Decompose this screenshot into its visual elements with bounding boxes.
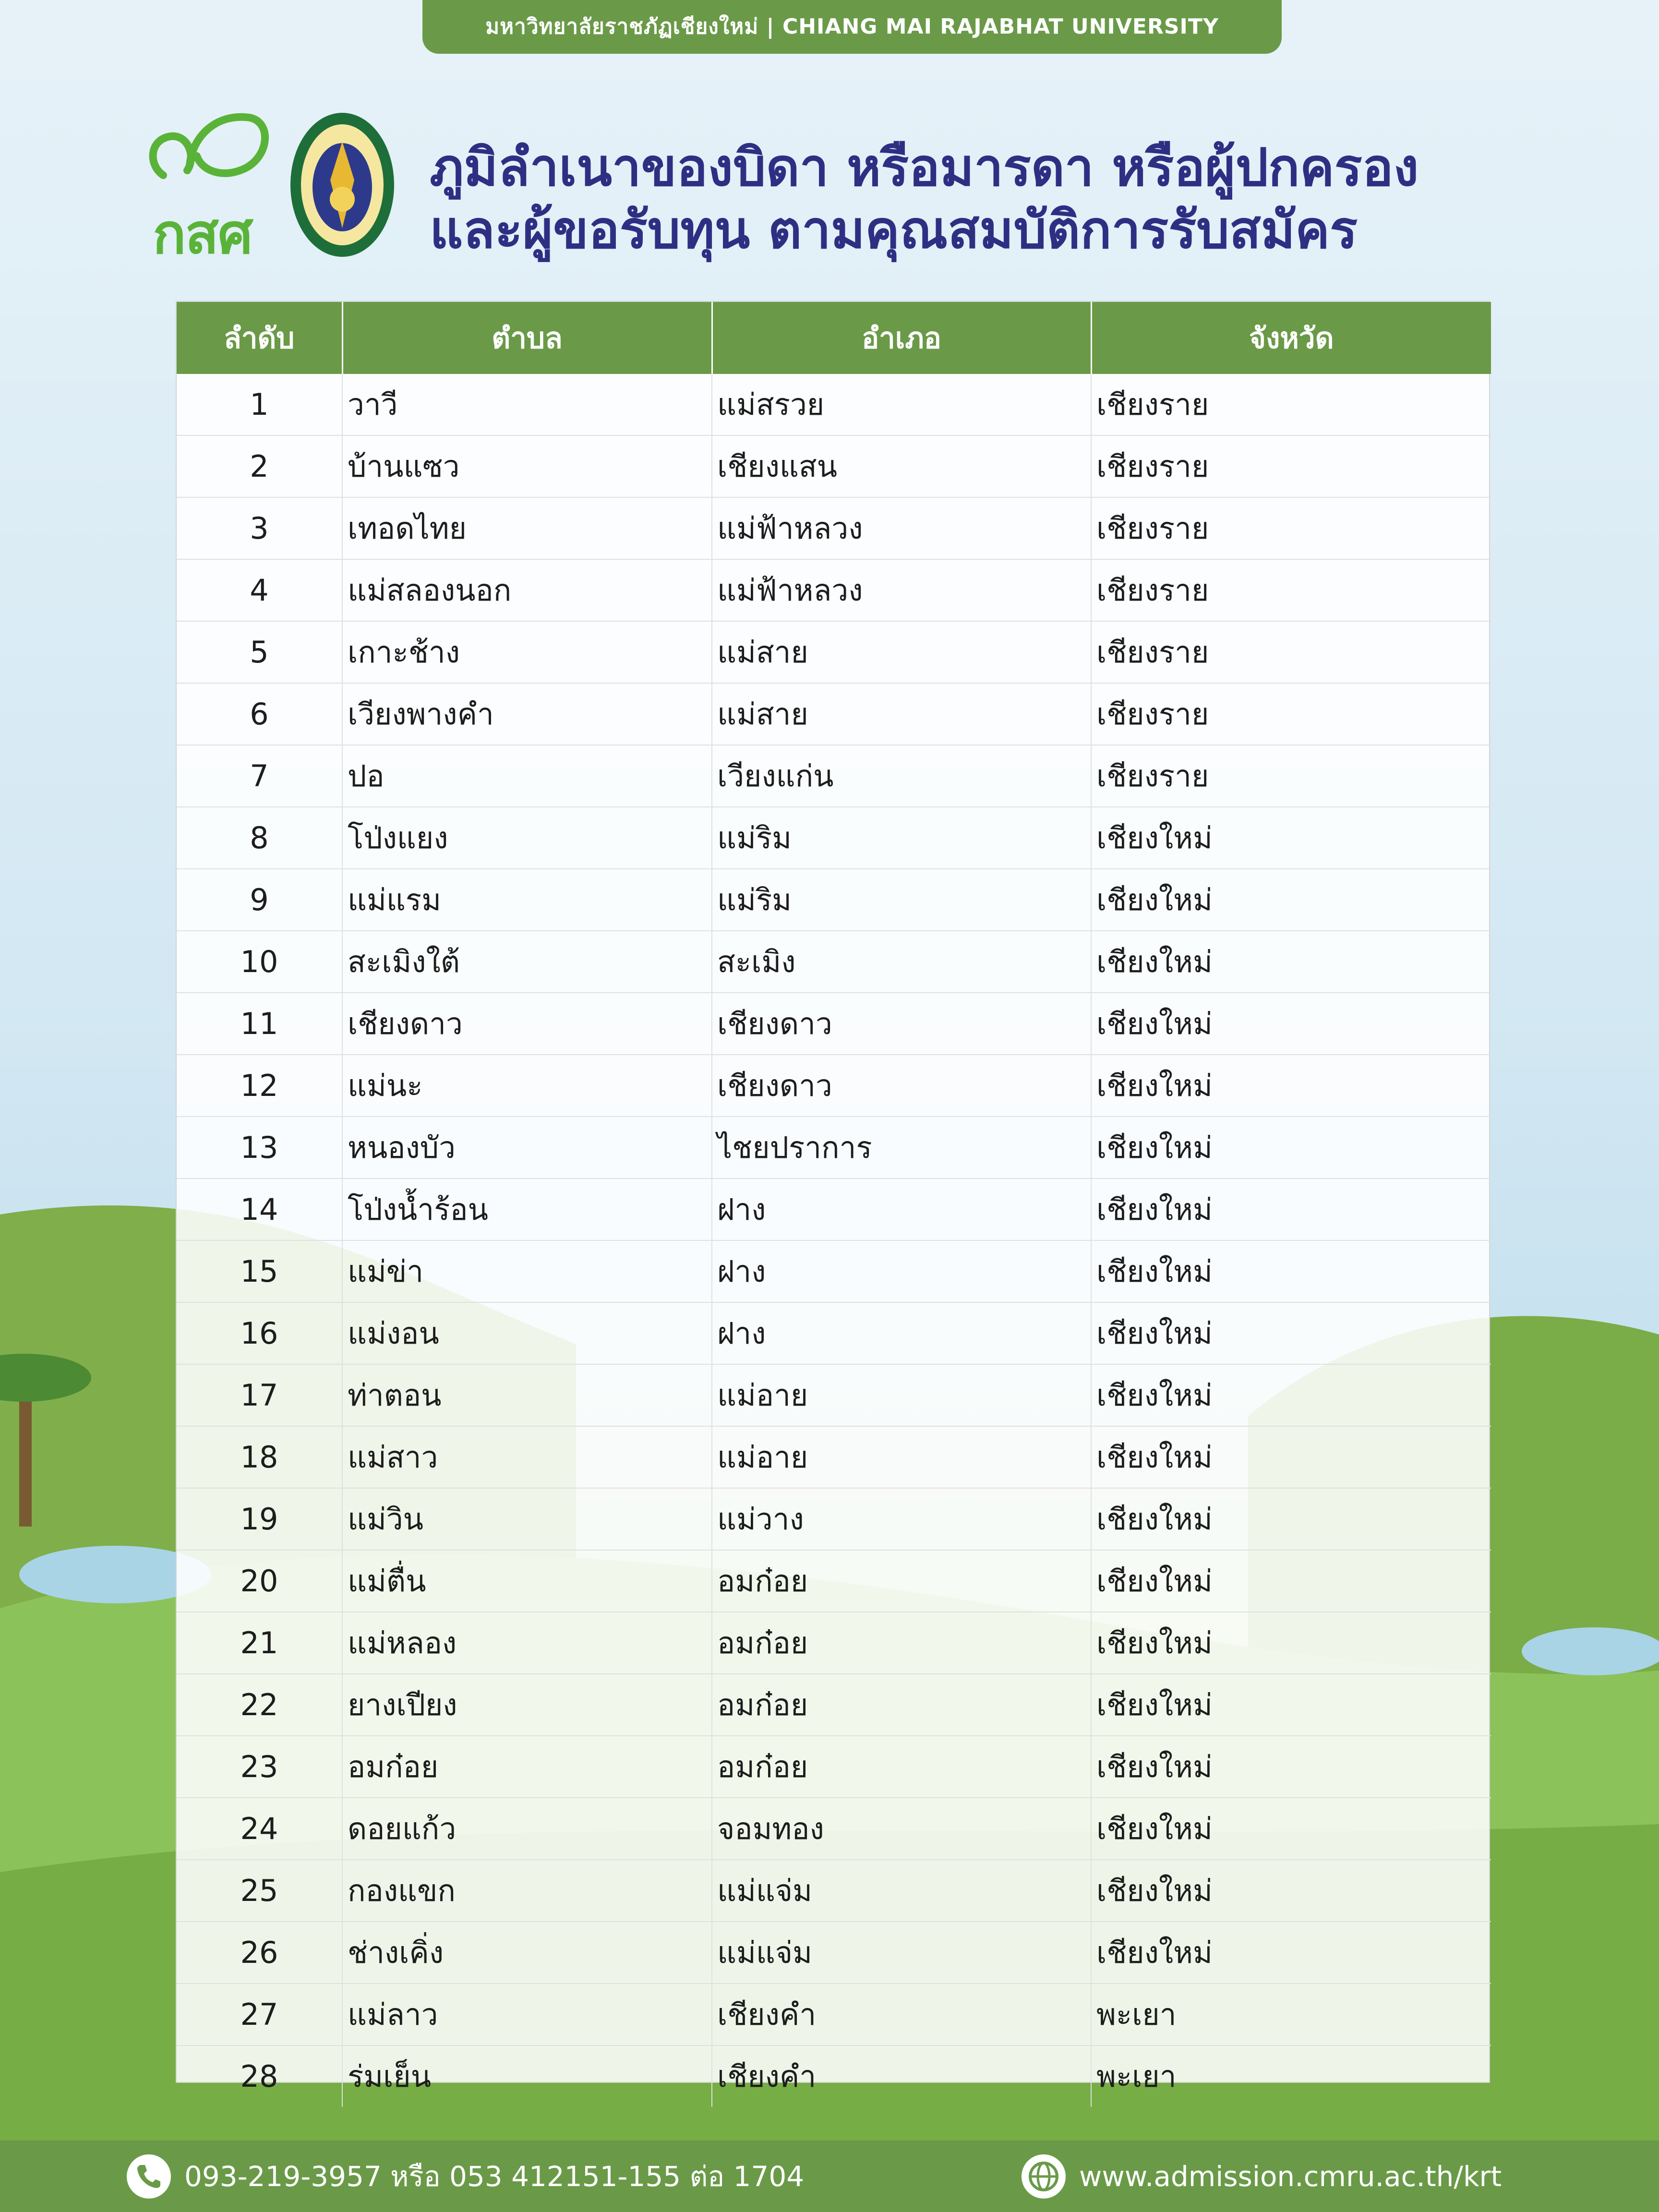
column-header-subdistrict: ตำบล (342, 302, 712, 374)
cell-order: 17 (177, 1364, 342, 1426)
cell-subdistrict: ยางเปียง (342, 1674, 712, 1736)
cell-subdistrict: หนองบัว (342, 1117, 712, 1178)
table-row (177, 1612, 1491, 1674)
phone-icon (126, 2153, 172, 2200)
cell-province: เชียงใหม่ (1091, 1117, 1491, 1178)
cell-district: แม่ริม (712, 807, 1091, 869)
cell-subdistrict: อมก๋อย (342, 1736, 712, 1798)
cell-district: เชียงดาว (712, 993, 1091, 1055)
cell-subdistrict: แม่ตื่น (342, 1550, 712, 1612)
title-line-1: ภูมิลำเนาของบิดา หรือมารดา หรือผู้ปกครอง (430, 138, 1419, 198)
cell-subdistrict: เทอดไทย (342, 497, 712, 559)
cell-district: สะเมิง (712, 931, 1091, 993)
cell-province: เชียงใหม่ (1091, 807, 1491, 869)
cell-subdistrict: แม่ลาว (342, 1984, 712, 2045)
table-row (177, 1302, 1491, 1364)
eef-logo-text: กสศ (153, 202, 252, 266)
cell-order: 11 (177, 993, 342, 1055)
cell-subdistrict: เวียงพางคำ (342, 683, 712, 745)
cell-district: อมก๋อย (712, 1612, 1091, 1674)
cell-province: เชียงราย (1091, 497, 1491, 559)
cell-order: 9 (177, 869, 342, 931)
cell-order: 1 (177, 374, 342, 435)
cell-order: 19 (177, 1488, 342, 1550)
cell-subdistrict: แม่วิน (342, 1488, 712, 1550)
cell-province: พะเยา (1096, 2058, 1177, 2094)
cell-subdistrict: โป่งน้ำร้อน (342, 1178, 712, 1240)
sprout-icon (144, 108, 274, 194)
table-row (177, 683, 1491, 745)
cell-subdistrict: เกาะช้าง (342, 621, 712, 683)
cell-province: เชียงใหม่ (1091, 1550, 1491, 1612)
website-contact[interactable] (1021, 2140, 1502, 2212)
table-row (177, 559, 1491, 621)
cell-subdistrict: แม่แรม (342, 869, 712, 931)
cell-district: แม่สาย (712, 621, 1091, 683)
table-row (177, 1860, 1491, 1922)
cell-province: เชียงราย (1091, 621, 1491, 683)
cell-province: เชียงราย (1091, 683, 1491, 745)
cell-order: 24 (177, 1798, 342, 1860)
cell-order: 28 (177, 2045, 342, 2107)
table-row (177, 1240, 1491, 1302)
cell-district: เชียงคำ (712, 1984, 1091, 2045)
phone-number: 093-219-3957 หรือ 053 412151-155 ต่อ 1704 (184, 2160, 805, 2193)
cell-district: ฝาง (712, 1240, 1091, 1302)
cell-subdistrict: ปอ (342, 745, 712, 807)
cell-subdistrict: แม่นะ (342, 1055, 712, 1117)
table-row (177, 1055, 1491, 1117)
cell-order: 18 (177, 1426, 342, 1488)
table-row (177, 1798, 1491, 1860)
cell-subdistrict: แม่สลองนอก (342, 559, 712, 621)
table-row (177, 931, 1491, 993)
cell-district: แม่วาง (712, 1488, 1091, 1550)
table-row (177, 497, 1491, 559)
cell-province: เชียงใหม่ (1091, 1922, 1491, 1984)
cell-province: เชียงใหม่ (1091, 1240, 1491, 1302)
phone-contact (126, 2140, 804, 2212)
cell-province: เชียงใหม่ (1091, 1178, 1491, 1240)
column-header-province: จังหวัด (1091, 302, 1491, 374)
table-row (177, 1736, 1491, 1798)
table-row (177, 1550, 1491, 1612)
cell-province: เชียงราย (1091, 374, 1491, 435)
cell-subdistrict: โป่งแยง (342, 807, 712, 869)
cell-district: แม่สรวย (712, 374, 1091, 435)
cell-district: เวียงแก่น (712, 745, 1091, 807)
cell-order: 16 (177, 1302, 342, 1364)
cell-order: 3 (177, 497, 342, 559)
cell-province: เชียงใหม่ (1091, 1488, 1491, 1550)
title-line-2: และผู้ขอรับทุน ตามคุณสมบัติการรับสมัคร (430, 200, 1358, 260)
cell-district: เชียงคำ (712, 2045, 1091, 2107)
cell-subdistrict: ช่างเคิ่ง (342, 1922, 712, 1984)
cell-province: เชียงใหม่ (1091, 1798, 1491, 1860)
cell-order: 27 (177, 1984, 342, 2045)
cell-district: อมก๋อย (712, 1674, 1091, 1736)
cell-province: เชียงใหม่ (1091, 1736, 1491, 1798)
cell-district: เชียงดาว (712, 1055, 1091, 1117)
cell-district: แม่อาย (712, 1426, 1091, 1488)
cell-order: 23 (177, 1736, 342, 1798)
cell-province: เชียงราย (1091, 435, 1491, 497)
table-row (177, 621, 1491, 683)
table-header-row (177, 302, 1491, 374)
cell-province: เชียงใหม่ (1091, 1302, 1491, 1364)
cell-subdistrict: ร่มเย็น (342, 2045, 712, 2107)
column-header-district: อำเภอ (712, 302, 1091, 374)
cmru-seal-logo (287, 108, 397, 262)
table-row (177, 1178, 1491, 1240)
cell-district: แม่แจ่ม (712, 1922, 1091, 1984)
cell-district: แม่ริม (712, 869, 1091, 931)
table-row (177, 745, 1491, 807)
cell-order: 14 (177, 1178, 342, 1240)
cell-subdistrict: วาวี (342, 374, 712, 435)
cell-district: แม่ฟ้าหลวง (712, 559, 1091, 621)
cell-order: 20 (177, 1550, 342, 1612)
eef-logo (144, 108, 274, 266)
cell-province: เชียงใหม่ (1091, 1674, 1491, 1736)
cell-district: อมก๋อย (712, 1736, 1091, 1798)
cell-district: อมก๋อย (712, 1550, 1091, 1612)
cell-district: แม่ฟ้าหลวง (712, 497, 1091, 559)
table-row (177, 1426, 1491, 1488)
cell-province: เชียงใหม่ (1091, 869, 1491, 931)
table-row (177, 1984, 1491, 2045)
cell-order: 8 (177, 807, 342, 869)
cell-order: 7 (177, 745, 342, 807)
column-header-order: ลำดับ (177, 302, 342, 374)
cell-subdistrict: กองแขก (342, 1860, 712, 1922)
cell-district: แม่แจ่ม (712, 1860, 1091, 1922)
table-row (177, 2045, 1491, 2107)
cell-province: เชียงใหม่ (1091, 931, 1491, 993)
cell-order: 21 (177, 1612, 342, 1674)
cell-district: ไชยปราการ (712, 1117, 1091, 1178)
cell-province: เชียงใหม่ (1091, 1364, 1491, 1426)
table-row (177, 993, 1491, 1055)
table-row (177, 807, 1491, 869)
cell-subdistrict: สะเมิงใต้ (342, 931, 712, 993)
cell-order: 10 (177, 931, 342, 993)
cell-subdistrict: แม่งอน (342, 1302, 712, 1364)
cell-district: ฝาง (712, 1178, 1091, 1240)
location-table (176, 301, 1490, 2094)
cell-subdistrict: แม่ข่า (342, 1240, 712, 1302)
cell-subdistrict: ท่าตอน (342, 1364, 712, 1426)
cell-order: 6 (177, 683, 342, 745)
cell-subdistrict: แม่หลอง (342, 1612, 712, 1674)
cell-province: เชียงใหม่ (1091, 1860, 1491, 1922)
cell-province: เชียงใหม่ (1091, 993, 1491, 1055)
cell-order: 4 (177, 559, 342, 621)
cell-subdistrict: ดอยแก้ว (342, 1798, 712, 1860)
cell-subdistrict: แม่สาว (342, 1426, 712, 1488)
cell-province: เชียงราย (1091, 745, 1491, 807)
cell-order: 12 (177, 1055, 342, 1117)
cell-order: 22 (177, 1674, 342, 1736)
table-row (177, 435, 1491, 497)
cell-district: แม่สาย (712, 683, 1091, 745)
cell-order: 15 (177, 1240, 342, 1302)
table-row (177, 1488, 1491, 1550)
table-row (177, 1364, 1491, 1426)
website-link[interactable]: www.admission.cmru.ac.th/krt (1079, 2160, 1502, 2193)
cell-order: 25 (177, 1860, 342, 1922)
cell-district: ฝาง (712, 1302, 1091, 1364)
contact-footer (0, 2140, 1659, 2212)
cell-order: 2 (177, 435, 342, 497)
globe-icon (1021, 2153, 1067, 2200)
cell-subdistrict: บ้านแซว (342, 435, 712, 497)
cell-province: เชียงใหม่ (1091, 1055, 1491, 1117)
cell-province: พะเยา (1091, 1984, 1491, 2045)
cell-subdistrict: เชียงดาว (342, 993, 712, 1055)
table-row (177, 869, 1491, 931)
table-row (177, 1922, 1491, 1984)
page-title (430, 137, 1582, 262)
cell-province: เชียงราย (1091, 559, 1491, 621)
cell-order: 5 (177, 621, 342, 683)
cell-district: แม่อาย (712, 1364, 1091, 1426)
table-row (177, 374, 1491, 435)
cell-province: เชียงใหม่ (1091, 1612, 1491, 1674)
cell-district: เชียงแสน (712, 435, 1091, 497)
table-row (177, 1674, 1491, 1736)
cell-order: 13 (177, 1117, 342, 1178)
cell-province: เชียงใหม่ (1091, 1426, 1491, 1488)
cell-district: จอมทอง (712, 1798, 1091, 1860)
university-banner: มหาวิทยาลัยราชภัฏเชียงใหม่ | CHIANG MAI RAJABHAT UNIVERSITY (422, 0, 1282, 54)
table-row (177, 1117, 1491, 1178)
cell-order: 26 (177, 1922, 342, 1984)
